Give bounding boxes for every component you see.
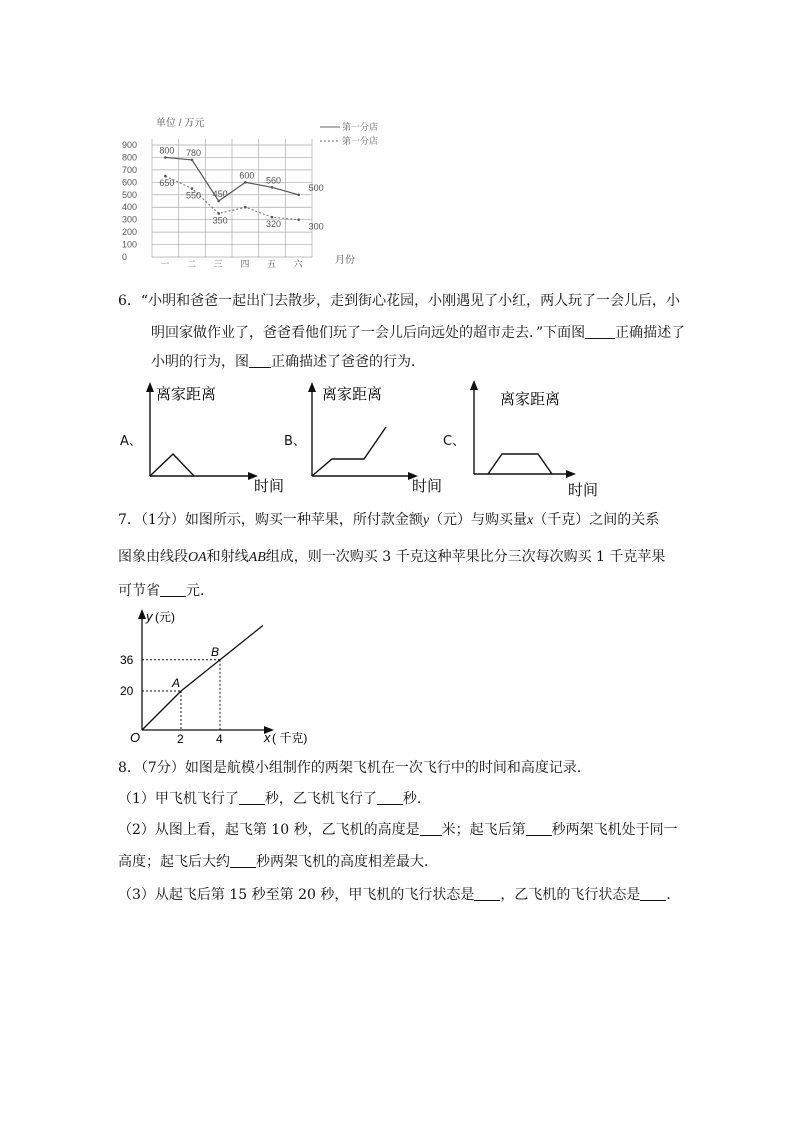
apple-price-chart xyxy=(118,605,328,747)
y-axis-arrow-icon xyxy=(146,382,154,392)
q8-blank-same-height[interactable] xyxy=(526,821,552,836)
x-tick-label: 五 xyxy=(267,259,277,268)
x-tick-label: 4 xyxy=(216,732,223,746)
x-tick-label: 四 xyxy=(240,259,250,268)
q6-line3a: 小明的行为，图 xyxy=(151,354,249,370)
q8-part2-cont xyxy=(118,852,438,872)
data-label: 500 xyxy=(308,182,324,193)
q6-blank-xiaoming[interactable] xyxy=(585,324,615,339)
data-point xyxy=(217,212,220,215)
q7-line1c: （千克）之间的关系 xyxy=(533,512,660,528)
graph-a-line xyxy=(150,454,194,476)
q6-blank-father[interactable] xyxy=(249,353,271,368)
graph-a-ylabel: 离家距离 xyxy=(156,385,217,403)
data-point xyxy=(191,187,194,190)
y-axis-unit: (元) xyxy=(155,610,175,624)
q7-seg-oa: OA xyxy=(188,550,207,565)
point-label-a: A xyxy=(172,676,181,690)
q7-line2c: 组成，则一次购买 3 千克这种苹果比分三次每次购买 1 千克苹果 xyxy=(265,549,666,565)
chart-marks xyxy=(159,145,323,231)
data-label: 450 xyxy=(212,189,228,199)
y-tick-label: 300 xyxy=(122,214,138,225)
point-label-b: B xyxy=(211,644,220,659)
chart-grid xyxy=(122,139,312,268)
x-tick-label: 2 xyxy=(177,732,184,746)
q7-line3 xyxy=(118,581,214,601)
q7-line1b: （元）与购买量 xyxy=(429,512,528,528)
y-tick-label: 500 xyxy=(122,189,138,200)
legend-dotted-label: 第一分店 xyxy=(342,136,379,146)
q8-p3b: ，乙飞机的飞行状态是 xyxy=(500,887,641,903)
q6-line3 xyxy=(151,352,425,372)
y-axis-arrow-icon xyxy=(470,380,478,390)
option-b-label: B、 xyxy=(284,434,306,449)
q6-line3b: 正确描述了爸爸的行为． xyxy=(271,354,425,370)
x-axis-var: x xyxy=(264,730,271,745)
q8-part3 xyxy=(118,885,680,905)
q7-line2 xyxy=(118,547,665,568)
data-label: 780 xyxy=(186,147,202,158)
q6-line1: 6．“小明和爸爸一起出门去散步，走到街心花园，小刚遇见了小红，两人玩了一会儿后，小 xyxy=(118,293,681,309)
graph-c-line xyxy=(488,454,552,474)
y-tick-label: 200 xyxy=(122,227,138,238)
q7-line1a: 7．（1分）如图所示，购买一种苹果，所付款金额 xyxy=(118,512,423,528)
x-tick-label: 二 xyxy=(187,259,197,268)
origin-label: O xyxy=(130,730,141,745)
data-label: 350 xyxy=(212,215,228,226)
y-axis-arrow-icon xyxy=(138,609,146,619)
q8-p2c: 秒两架飞机处于同一 xyxy=(551,822,678,838)
graph-a xyxy=(142,380,292,498)
q8-blank-yi-time[interactable] xyxy=(377,790,403,805)
q6-line2 xyxy=(151,323,685,343)
q7-line3a: 可节省 xyxy=(118,583,160,599)
q7-ray-ab: AB xyxy=(248,550,266,565)
q8-part1 xyxy=(118,789,431,809)
q8-p2d: 高度；起飞后大约 xyxy=(118,854,230,870)
q7-line3b: 元． xyxy=(186,583,214,599)
q8-blank-jia-state[interactable] xyxy=(474,886,500,901)
y-axis-var: y xyxy=(146,609,153,624)
data-point xyxy=(271,216,274,219)
q8-blank-height[interactable] xyxy=(420,821,442,836)
data-label: 650 xyxy=(159,178,175,189)
q8-p3a: （3）从起飞后第 15 秒至第 20 秒，甲飞机的飞行状态是 xyxy=(118,887,475,903)
y-tick-label: 100 xyxy=(122,239,138,250)
q8-blank-yi-state[interactable] xyxy=(640,886,666,901)
graph-b-xlabel: 时间 xyxy=(412,477,443,495)
option-c-label: C、 xyxy=(443,434,466,449)
x-tick-label: 三 xyxy=(213,259,223,268)
q8-p2e: 秒两架飞机的高度相差最大． xyxy=(256,854,438,870)
q7-line2a: 图象由线段 xyxy=(118,549,188,565)
data-label: 560 xyxy=(266,175,282,186)
q8-p1a: （1）甲飞机飞行了 xyxy=(118,791,239,807)
y-axis-arrow-icon xyxy=(308,382,316,392)
data-point xyxy=(297,218,300,221)
graph-c-xlabel: 时间 xyxy=(568,481,599,499)
q6-line2b: 正确描述了 xyxy=(615,325,686,341)
q8-p2b: 米；起飞后第 xyxy=(441,822,526,838)
y-tick-label: 20 xyxy=(120,684,134,698)
data-label: 300 xyxy=(308,221,324,232)
y-tick-label: 0 xyxy=(122,252,128,262)
y-tick-label: 800 xyxy=(122,152,138,163)
x-tick-label: 一 xyxy=(160,259,170,268)
graph-b-line xyxy=(312,427,386,476)
y-tick-label: 900 xyxy=(122,140,138,150)
q7-line1 xyxy=(118,510,659,531)
sales-line-chart xyxy=(120,108,395,268)
q7-line2b: 和射线 xyxy=(206,549,249,565)
segment-oa xyxy=(142,691,181,730)
data-point xyxy=(191,159,194,162)
q8-part2 xyxy=(118,820,678,840)
x-axis-label: 月份 xyxy=(335,255,355,266)
q8-p3c: ． xyxy=(666,887,681,903)
q8-p1c: 秒． xyxy=(402,791,431,807)
x-tick-label: 六 xyxy=(293,259,303,268)
y-axis-label: 单位 / 万元 xyxy=(156,118,205,129)
q8-blank-jia-time[interactable] xyxy=(239,790,265,805)
data-point xyxy=(244,206,247,209)
graph-c xyxy=(466,378,616,500)
data-label: 320 xyxy=(266,219,282,230)
graph-a-xlabel: 时间 xyxy=(254,477,285,495)
x-axis-unit: ( 千克) xyxy=(272,731,308,745)
data-point xyxy=(297,193,300,196)
y-tick-label: 700 xyxy=(122,164,138,175)
q8-p2a: （2）从图上看，起飞第 10 秒，乙飞机的高度是 xyxy=(118,822,420,838)
data-point xyxy=(244,181,247,184)
data-label: 800 xyxy=(159,145,175,156)
data-point xyxy=(164,175,167,178)
ray-ab xyxy=(181,625,263,691)
y-tick-label: 400 xyxy=(122,202,138,213)
data-point xyxy=(164,156,167,159)
q7-var-y: y xyxy=(422,513,430,528)
data-point xyxy=(217,200,220,203)
y-tick-label: 36 xyxy=(120,652,134,667)
q7-var-x: x xyxy=(527,513,534,528)
q8-intro: 8．（7分）如图是航模小组制作的两架飞机在一次飞行中的时间和高度记录． xyxy=(118,760,591,776)
graph-c-ylabel: 离家距离 xyxy=(500,390,561,408)
q8-p1b: 秒，乙飞机飞行了 xyxy=(264,791,377,807)
data-label: 550 xyxy=(186,190,202,201)
data-point xyxy=(271,186,274,189)
q7-blank-savings[interactable] xyxy=(160,582,186,597)
q6-line2a: 明回家做作业了，爸爸看他们玩了一会儿后向远处的超市走去．”下面图 xyxy=(151,325,586,341)
x-axis-arrow-icon xyxy=(566,470,576,478)
option-a-label: A、 xyxy=(120,434,142,449)
q8-blank-max-diff[interactable] xyxy=(230,853,256,868)
legend-solid-label: 第一分店 xyxy=(342,122,379,132)
data-label: 600 xyxy=(239,170,255,181)
graph-b-ylabel: 离家距离 xyxy=(322,385,383,403)
graph-b xyxy=(306,380,456,498)
y-tick-label: 600 xyxy=(122,177,138,188)
